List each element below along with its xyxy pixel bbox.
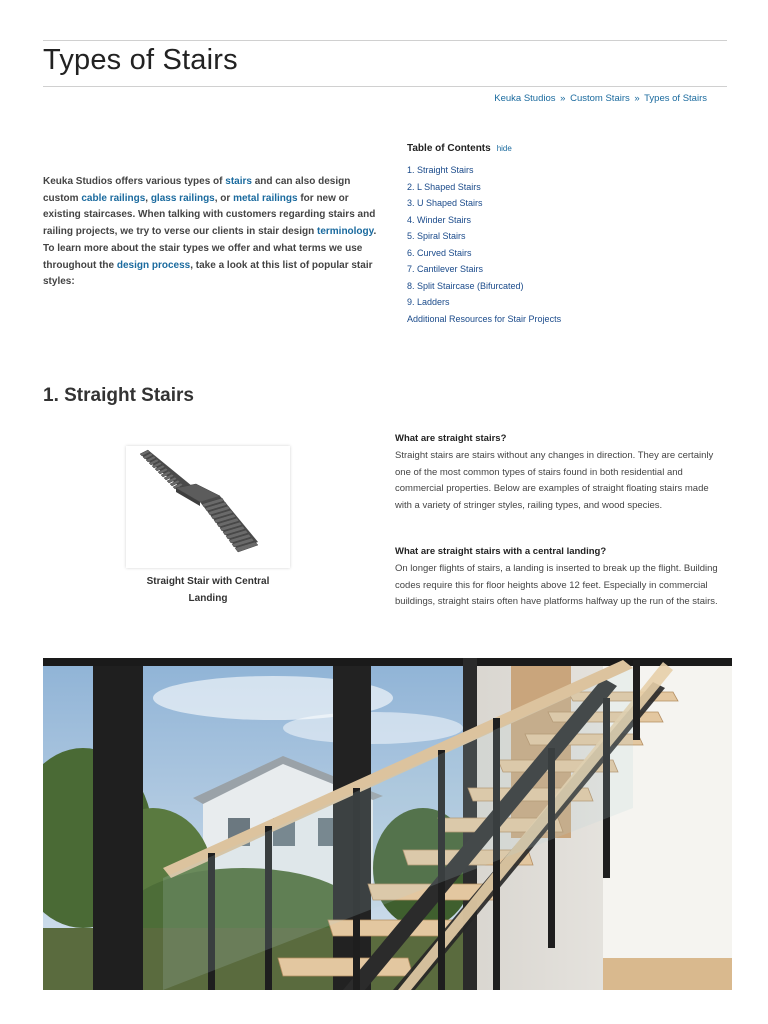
- straight-stairs-photo[interactable]: [43, 658, 732, 990]
- straight-stair-figure[interactable]: [126, 446, 290, 568]
- intro-text: ,: [145, 192, 151, 204]
- breadcrumb-custom-stairs-link[interactable]: Custom Stairs: [570, 93, 630, 104]
- toc-item-cantilever-stairs[interactable]: 7. Cantilever Stairs: [407, 264, 484, 274]
- intro-text: , take a look at this list of popular stair styles:: [43, 259, 373, 288]
- intro-text: and can also design custom: [43, 176, 351, 204]
- toc-item-spiral-stairs[interactable]: 5. Spiral Stairs: [407, 231, 466, 241]
- toc-heading: [407, 143, 707, 157]
- faq-question: What are straight stairs?: [395, 433, 507, 444]
- straight-stair-illustration: [126, 446, 290, 568]
- faq-answer: Straight stairs are stairs without any changes in direction. They are certainly one of the most common types of stairs found in both residential and commercial properties. Below are examples of straight floating stairs made with a variety of stringer styles, railing types, and wood species.: [395, 449, 714, 512]
- intro-text: Keuka Studios offers various types of: [43, 176, 226, 187]
- page-title: Types of Stairs: [43, 44, 238, 76]
- intro-text: for new or existing staircases. When talking with customers regarding stairs and railing projects, we try to verse our clients in stair design: [43, 192, 376, 238]
- faq-question: What are straight stairs with a central landing?: [395, 546, 607, 557]
- breadcrumb-separator: »: [560, 93, 566, 104]
- toc-heading-label: Table of Contents: [407, 143, 491, 154]
- cable-railings-link[interactable]: cable railings: [81, 192, 146, 204]
- glass-railings-link[interactable]: glass railings: [150, 192, 215, 204]
- toc-item-curved-stairs[interactable]: 6. Curved Stairs: [407, 247, 472, 258]
- breadcrumb-current-link[interactable]: Types of Stairs: [644, 93, 707, 104]
- table-of-contents: [407, 143, 707, 327]
- intro-paragraph: [43, 174, 378, 291]
- toc-item-u-shaped-stairs[interactable]: 3. U Shaped Stairs: [407, 198, 483, 208]
- title-divider: [43, 86, 727, 87]
- breadcrumb-home-link[interactable]: Keuka Studios: [494, 93, 556, 104]
- toc-item-l-shaped-stairs[interactable]: 2. L Shaped Stairs: [407, 181, 481, 192]
- toc-item-ladders[interactable]: 9. Ladders: [407, 297, 450, 307]
- intro-text: , or: [214, 192, 234, 204]
- top-divider: [43, 40, 727, 41]
- terminology-link[interactable]: terminology: [316, 226, 374, 238]
- section-heading-straight-stairs: 1. Straight Stairs: [43, 385, 194, 406]
- toc-item-split-staircase[interactable]: 8. Split Staircase (Bifurcated): [407, 280, 524, 291]
- breadcrumb: [494, 93, 707, 104]
- figure-caption: Straight Stair with Central Landing: [146, 576, 270, 604]
- toc-item-winder-stairs[interactable]: 4. Winder Stairs: [407, 214, 472, 225]
- toc-item-straight-stairs[interactable]: 1. Straight Stairs: [407, 165, 474, 175]
- breadcrumb-separator: »: [634, 93, 640, 104]
- faq-answer: On longer flights of stairs, a landing is inserted to break up the flight. Building codes require this for floor heights above 12 feet. Especially in commercial buildings, straight stairs often have platforms halfway up the run of the stairs.: [395, 562, 718, 608]
- intro-text: . To learn more about the stair types we offer and what terms we use throughout the: [43, 226, 377, 271]
- stairs-link[interactable]: stairs: [225, 176, 252, 187]
- floating-stairs-photo-illustration: [43, 658, 732, 990]
- toc-hide-toggle[interactable]: hide: [496, 144, 512, 153]
- toc-list: [407, 162, 707, 327]
- toc-item-additional-resources[interactable]: Additional Resources for Stair Projects: [407, 313, 562, 324]
- design-process-link[interactable]: design process: [116, 259, 191, 271]
- faq-central-landing: [395, 544, 725, 611]
- faq-straight-stairs: [395, 431, 725, 515]
- metal-railings-link[interactable]: metal railings: [233, 192, 298, 204]
